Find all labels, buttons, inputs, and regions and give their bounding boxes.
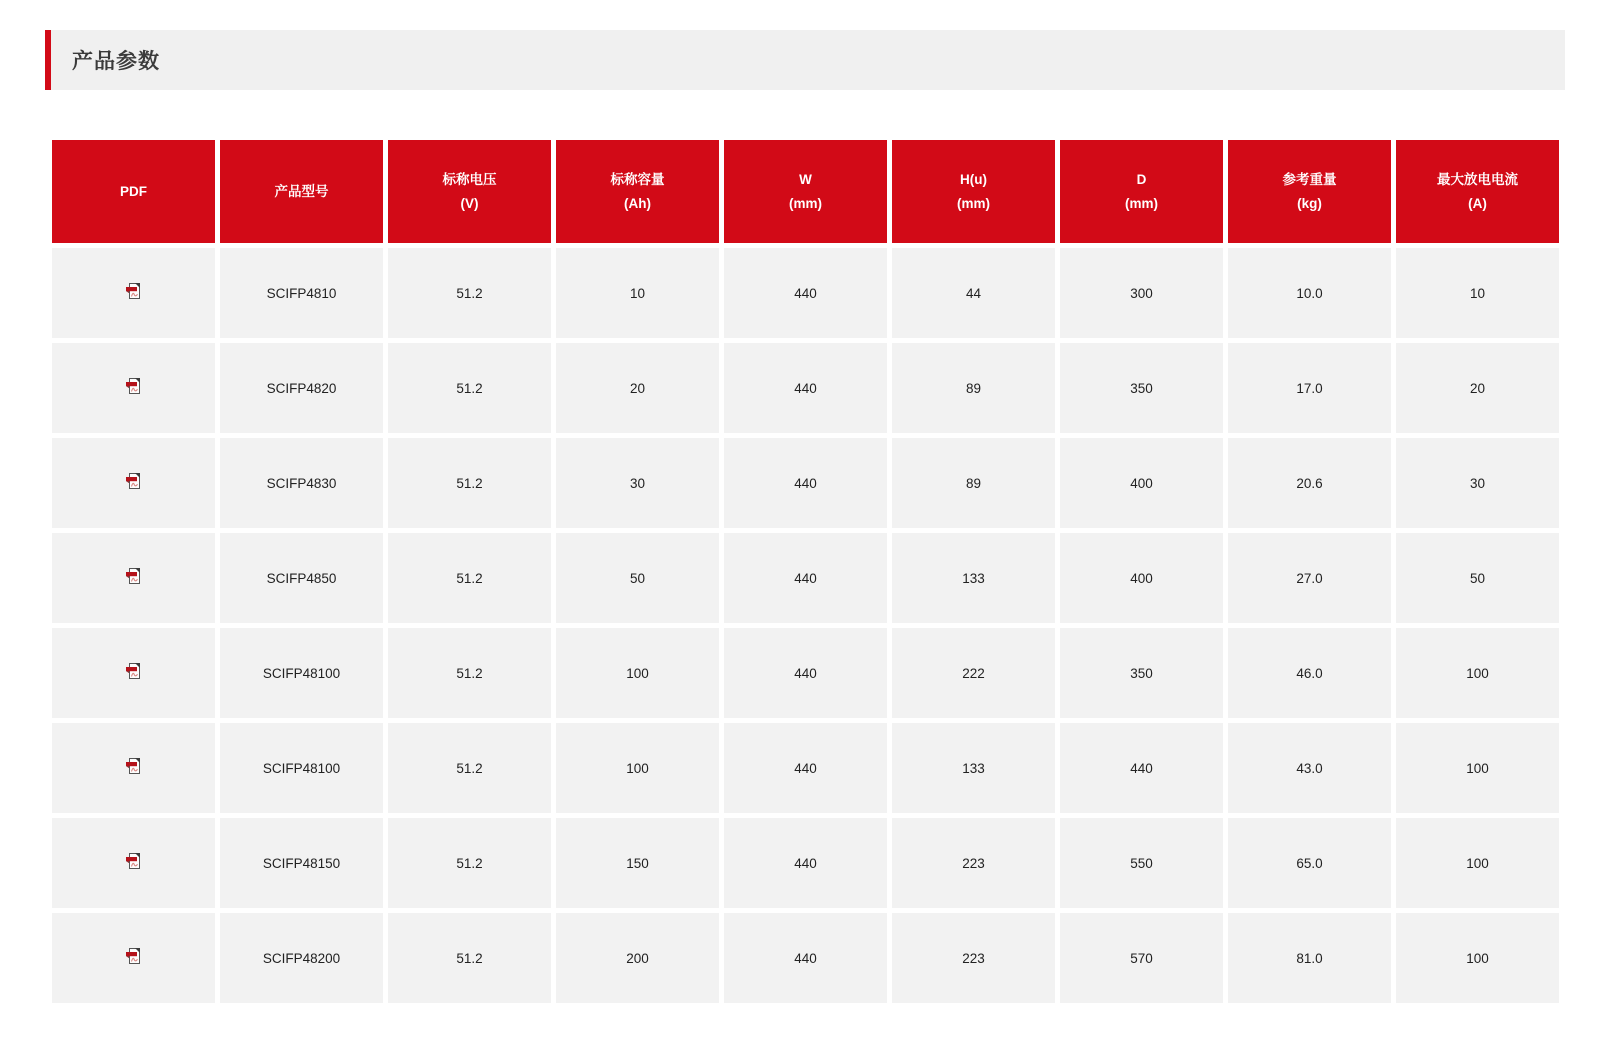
cell-w: 440 [724,913,887,1003]
cell-capacity: 20 [556,343,719,433]
column-header-unit: (kg) [1297,195,1322,211]
table-row [52,628,1559,718]
column-header-unit: (mm) [789,195,822,211]
cell-max_current: 10 [1396,248,1559,338]
cell-weight: 81.0 [1228,913,1391,1003]
pdf-file-icon[interactable] [125,662,142,681]
pdf-file-icon[interactable] [125,472,142,491]
column-header-label: 产品型号 [274,183,329,199]
column-header-label: PDF [120,183,147,199]
cell-weight: 10.0 [1228,248,1391,338]
cell-max_current: 50 [1396,533,1559,623]
column-header-unit: (A) [1468,195,1487,211]
column-header-max_current [1396,140,1559,243]
column-header-weight [1228,140,1391,243]
cell-d: 570 [1060,913,1223,1003]
cell-d: 400 [1060,438,1223,528]
column-header-label: D [1136,171,1147,187]
cell-max_current: 20 [1396,343,1559,433]
pdf-cell [52,248,215,338]
cell-d: 550 [1060,818,1223,908]
table-row [52,533,1559,623]
section-header [45,30,1565,90]
cell-h: 133 [892,533,1055,623]
column-header-label: 标称电压 [442,171,497,187]
cell-model: SCIFP4820 [220,343,383,433]
cell-h: 89 [892,343,1055,433]
cell-max_current: 100 [1396,913,1559,1003]
column-header-label: W [799,171,812,187]
cell-capacity: 50 [556,533,719,623]
column-header-label: H(u) [960,171,987,187]
table-row [52,818,1559,908]
column-header-voltage [388,140,551,243]
cell-model: SCIFP4850 [220,533,383,623]
cell-capacity: 200 [556,913,719,1003]
pdf-file-icon[interactable] [125,377,142,396]
pdf-file-icon[interactable] [125,282,142,301]
cell-model: SCIFP4810 [220,248,383,338]
table-row [52,913,1559,1003]
cell-h: 223 [892,818,1055,908]
cell-voltage: 51.2 [388,248,551,338]
cell-d: 400 [1060,533,1223,623]
cell-w: 440 [724,248,887,338]
cell-model: SCIFP48100 [220,628,383,718]
cell-w: 440 [724,723,887,813]
cell-d: 300 [1060,248,1223,338]
cell-d: 350 [1060,343,1223,433]
cell-voltage: 51.2 [388,438,551,528]
column-header-capacity [556,140,719,243]
pdf-cell [52,438,215,528]
cell-d: 350 [1060,628,1223,718]
cell-w: 440 [724,438,887,528]
pdf-cell [52,723,215,813]
cell-max_current: 30 [1396,438,1559,528]
cell-h: 44 [892,248,1055,338]
cell-voltage: 51.2 [388,533,551,623]
cell-weight: 17.0 [1228,343,1391,433]
table-row [52,248,1559,338]
column-header-label: 最大放电电流 [1437,171,1518,187]
cell-weight: 46.0 [1228,628,1391,718]
column-header-unit: (mm) [957,195,990,211]
cell-voltage: 51.2 [388,913,551,1003]
cell-d: 440 [1060,723,1223,813]
cell-voltage: 51.2 [388,818,551,908]
pdf-cell [52,533,215,623]
red-accent-bar [45,30,51,90]
column-header-label: 参考重量 [1282,171,1337,187]
pdf-file-icon[interactable] [125,852,142,871]
pdf-file-icon[interactable] [125,947,142,966]
cell-voltage: 51.2 [388,723,551,813]
table-header-row [52,140,1559,243]
page-title: 产品参数 [72,50,160,73]
cell-w: 440 [724,343,887,433]
cell-max_current: 100 [1396,628,1559,718]
cell-capacity: 30 [556,438,719,528]
pdf-cell [52,628,215,718]
cell-capacity: 100 [556,628,719,718]
column-header-h [892,140,1055,243]
cell-capacity: 10 [556,248,719,338]
cell-capacity: 150 [556,818,719,908]
column-header-unit: (V) [460,195,479,211]
cell-h: 89 [892,438,1055,528]
pdf-cell [52,343,215,433]
column-header-d [1060,140,1223,243]
pdf-file-icon[interactable] [125,567,142,586]
cell-model: SCIFP4830 [220,438,383,528]
cell-h: 222 [892,628,1055,718]
cell-model: SCIFP48150 [220,818,383,908]
product-parameters-table [47,135,1564,1008]
cell-w: 440 [724,533,887,623]
column-header-w [724,140,887,243]
table-row [52,343,1559,433]
cell-max_current: 100 [1396,818,1559,908]
pdf-cell [52,818,215,908]
table-row [52,723,1559,813]
cell-weight: 65.0 [1228,818,1391,908]
pdf-cell [52,913,215,1003]
column-header-unit: (mm) [1125,195,1158,211]
cell-weight: 43.0 [1228,723,1391,813]
cell-h: 223 [892,913,1055,1003]
cell-model: SCIFP48100 [220,723,383,813]
cell-capacity: 100 [556,723,719,813]
column-header-unit: (Ah) [624,195,651,211]
pdf-file-icon[interactable] [125,757,142,776]
column-header-pdf [52,140,215,243]
cell-h: 133 [892,723,1055,813]
column-header-model [220,140,383,243]
cell-weight: 20.6 [1228,438,1391,528]
cell-weight: 27.0 [1228,533,1391,623]
cell-w: 440 [724,818,887,908]
cell-voltage: 51.2 [388,628,551,718]
table-row [52,438,1559,528]
cell-max_current: 100 [1396,723,1559,813]
cell-voltage: 51.2 [388,343,551,433]
column-header-label: 标称容量 [610,171,665,187]
cell-w: 440 [724,628,887,718]
cell-model: SCIFP48200 [220,913,383,1003]
